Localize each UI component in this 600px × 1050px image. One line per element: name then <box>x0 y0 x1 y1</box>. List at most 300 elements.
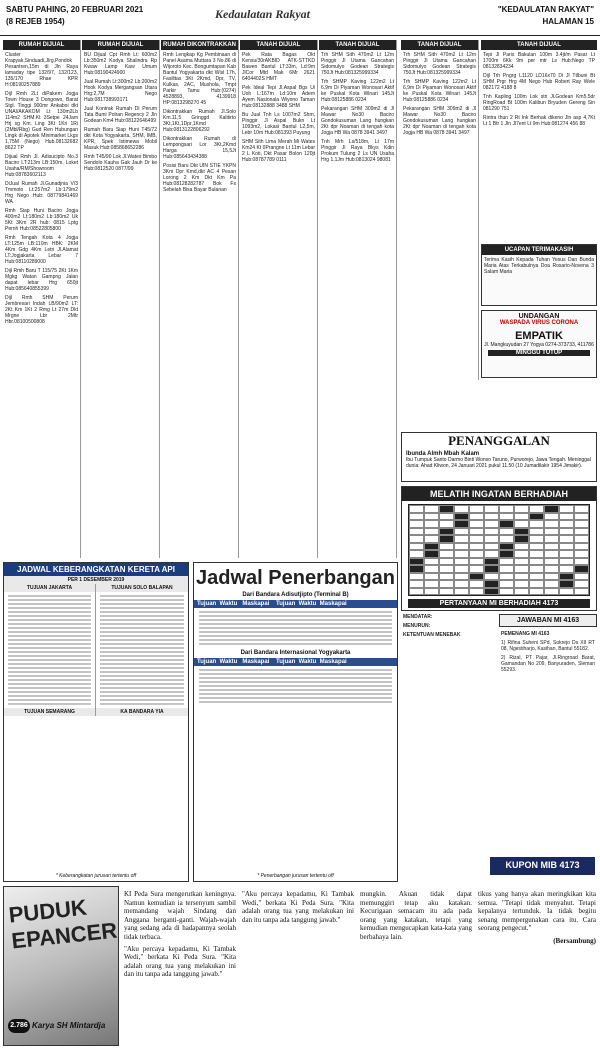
crossword-cell <box>559 528 574 536</box>
crossword-cell <box>424 580 439 588</box>
schedule-row <box>8 627 91 629</box>
schedule-row <box>8 663 91 665</box>
comic-illustration <box>3 886 119 1046</box>
crossword-cell <box>424 528 439 536</box>
schedule-row <box>100 639 184 641</box>
crossword-cell <box>574 513 589 521</box>
crossword-cell <box>484 550 499 558</box>
crossword-cell <box>559 543 574 551</box>
crossword-cell <box>469 520 484 528</box>
crossword-cell <box>409 528 424 536</box>
classified-ad: Jual Rumah Lt:300m2 Lb:200m2 Hook Kodya Mergangsan Utara Hrg:2,7M Nego Hub:081738993171 <box>84 79 157 103</box>
obituary-subtitle: Ibunda Almh Mbah Kalam <box>406 451 480 457</box>
schedule-row <box>8 679 91 681</box>
mendatar-heading: MENDATAR: <box>403 614 433 620</box>
crossword-cell <box>544 528 559 536</box>
crossword-cell <box>514 580 529 588</box>
crossword-cell <box>529 520 544 528</box>
header-page-number: HALAMAN 15 <box>542 17 594 26</box>
classified-ad: BU Dijual Cpt Rmh Lt: 600m2 Lb:350m2 Kodya Shalindra Rp Kwaw Lamp Kaw Umum Hub:08190424900 <box>84 52 157 76</box>
train-col-right <box>96 584 188 716</box>
classified-ad: Pekarangan SHM 309m2 di Jl Mawar No30 Baciro Gondokusuman Lang hungkan 2Kt dpr Noaman di tengah kota Jogja HB Wa 0878 3941 3497 <box>321 106 394 136</box>
schedule-row <box>199 669 392 671</box>
classified-ad: Dikontrakkan Rumah Jl.Solo Km.11,5 Gringgd Kalitirto 3Kt,1Kt,1Dpr,1Kmd Hub:0813122806292 <box>163 109 236 133</box>
crossword-cell <box>484 573 499 581</box>
crossword-cell <box>439 558 454 566</box>
classified-column-6 <box>401 40 479 380</box>
crossword-cell <box>484 558 499 566</box>
classified-ad: Dijl Rmh SHM Perum Jembresari Indah LB/90m2 LT: 2Kt Km 1Kt 2 Rmg Lt 27m Dkt Mrgne Lbr 2Mtr Hbr.08100500808 <box>5 295 78 325</box>
crossword-cell <box>529 558 544 566</box>
obituary-title: PENANGGALAN <box>448 433 550 448</box>
schedule-row <box>100 663 184 665</box>
crossword-cell <box>574 520 589 528</box>
schedule-row <box>199 619 392 621</box>
flight-subtitle-yia: Dari Bandara Internasional Yogyakarta <box>240 650 351 656</box>
undangan-subtitle: WASPADA VIRUS CORONA <box>499 320 579 326</box>
classified-ad: Rmh Lengkap Kg Pembinaan di Panel Asama Muttara 3 No.86 di Wijoroto Kec. Bongumtapan Kab Bantul Yogyakarta dkt Wisl 17h, Fasilitas 3Kt 2Kmd, Dpr, TV, Kulkas, 2AC, Mushola, Tmpt Parkir Tamu Hub:(0274) 4528893, 4139918 HP:0813298270 45 <box>163 52 236 106</box>
crossword-cell <box>544 505 559 513</box>
schedule-row <box>8 667 91 669</box>
classified-ad: Cluster Krapyak,Sinduadi,Jlrg,Pondok Pesantren,15m di Jln Raya lamaday tipe 132/97, 132/123, 135/170 Rhae KPR H:08190257889 <box>5 52 78 88</box>
classified-column-7 <box>481 40 597 240</box>
crossword-cell <box>409 535 424 543</box>
crossword-cell <box>529 573 544 581</box>
crossword-cell <box>529 535 544 543</box>
crossword-cell <box>424 505 439 513</box>
story-paragraph: KI Peda Sura mengerutkan keningnya. Namun kemudian ia tersenyum sambil memandang wajah Sindang dan Anggana berganti-ganti. Wajah-wajah yang sedang ada di hadapannya seolah tidak terbaca. <box>124 890 236 941</box>
crossword-cell <box>499 528 514 536</box>
crossword-cell <box>439 588 454 596</box>
crossword-cell <box>499 535 514 543</box>
crossword-cell <box>469 543 484 551</box>
train-col-left <box>4 584 96 716</box>
crossword-cell <box>439 535 454 543</box>
classified-ad: Dijl Trh Pngrg L1120 LD16x70 Di Jl Ttlbuni Bt SHM Prgr Hrg 4M Nego Hub Robert Ray Wele 082172 4188 8 <box>483 73 595 91</box>
schedule-row <box>8 611 91 613</box>
crossword-cell <box>574 580 589 588</box>
crossword-cell <box>514 543 529 551</box>
crossword-cell <box>514 550 529 558</box>
train-period: PER 1 DESEMBER 2019 <box>4 576 188 584</box>
crossword-cell <box>514 558 529 566</box>
flight-subtitle-adisutjipto: Dari Bandara Adisutjipto (Terminal B) <box>242 592 349 598</box>
classified-ad: Tnh Mrh Ls/518m, Lt 17m Pinggir Jl Raya Bkys Kdin Prokum Tulung 2 Ls UN Usaha Hrg 1,1Jm Hub:0813024 98081 <box>321 139 394 163</box>
crossword-cell <box>454 550 469 558</box>
winner-1: 1) Rifina Suheni SPd, Sokrejo Ds XII RT 08, Ngestiharjo, Kasihan, Bantul 55182. <box>501 640 595 652</box>
crossword-cell <box>574 573 589 581</box>
crossword-cell <box>409 588 424 596</box>
ketentuan-heading: KETENTUAN MENEBAK <box>403 632 461 638</box>
schedule-row <box>100 607 184 609</box>
crossword-cell <box>469 565 484 573</box>
story-continued: (Bersambung) <box>553 936 596 945</box>
crossword-cell <box>484 580 499 588</box>
classified-ad: Tnh Kapling 100m Lok stri Jl.Godean Km5.5dr RingRoad Bt 100m Kalibun Bryuden Gereng Sin 081290 751 <box>483 94 595 112</box>
crossword-cell <box>529 543 544 551</box>
crossword-cell <box>439 580 454 588</box>
ucapan-terima-kasih-box <box>481 244 597 306</box>
story-paragraph: tikus yang hanya akan meringkikan kita semua. "Tetapi tidak menyahut. Tetapi kepalanya tertunduk. Ia tidak begitu senang mempergunakan cara itu. Cara seorang pengecut." <box>478 890 596 933</box>
crossword-cell <box>544 565 559 573</box>
column-heading: TANAH DIJUAL <box>240 40 317 50</box>
schedule-row <box>100 683 184 685</box>
schedule-row <box>8 651 91 653</box>
crossword-cell <box>574 550 589 558</box>
schedule-row <box>8 671 91 673</box>
crossword-cell <box>484 535 499 543</box>
undangan-address: Jl. Mangkuyudan 27 Yogya 0274-373733, 411786 <box>484 342 594 348</box>
crossword-cell <box>424 573 439 581</box>
crossword-cell <box>484 588 499 596</box>
crossword-cell <box>409 580 424 588</box>
schedule-row <box>8 643 91 645</box>
classified-ad: Rmh Siap Huni Baciro Jogja 400m2 Lt:180m2 Lb:180m2 Uk 5Kt 3Km 2R hub: 0815 Lptg Pernh Hub:08522805800 <box>5 208 78 232</box>
train-title: JADWAL KEBERANGKATAN KERETA API <box>4 563 188 576</box>
crossword-cell <box>424 558 439 566</box>
schedule-row <box>8 699 91 701</box>
schedule-row <box>100 667 184 669</box>
crossword-cell <box>454 565 469 573</box>
crossword-cell <box>424 588 439 596</box>
story-column-3 <box>360 890 472 942</box>
crossword-cell <box>454 543 469 551</box>
column-body <box>161 52 238 193</box>
crossword-cell <box>439 528 454 536</box>
ucapan-heading: UCAPAN TERIMAKASIH <box>482 245 596 255</box>
crossword-cell <box>409 505 424 513</box>
classified-column-1 <box>3 40 81 558</box>
crossword-cell <box>469 558 484 566</box>
classified-column-3 <box>161 40 239 558</box>
crossword-cell <box>574 505 589 513</box>
crossword-cell <box>514 565 529 573</box>
crossword-cell <box>409 550 424 558</box>
crossword-cell <box>454 558 469 566</box>
crossword-cell <box>424 513 439 521</box>
classified-ad: DiJual Rumah Jl.Gunadjnia V/3 Tmmoto Lt:257m2 Lb:179m2 Hrg Nego Hub: 08779841469 WA <box>5 181 78 205</box>
crossword-cell <box>544 558 559 566</box>
schedule-row <box>8 619 91 621</box>
crossword-cell <box>574 535 589 543</box>
schedule-row <box>100 599 184 601</box>
schedule-row <box>8 607 91 609</box>
crossword-cell <box>529 513 544 521</box>
classified-ad: Pek Ideal Tepi Jl.Aspal Bgs Ui Uoh L:167m Ld:10m Adem Ayem Nasionala Wiyono Taman Hub:08132888 3488 SHM <box>242 85 315 109</box>
crossword-cell <box>559 588 574 596</box>
crossword-cell <box>469 573 484 581</box>
schedule-row <box>8 703 91 705</box>
menurun-heading: MENURUN: <box>403 623 431 629</box>
crossword-cell <box>514 513 529 521</box>
classified-ad: Dijl Rmh Baru T 115/75 2Kt 1Km Mgkg Watan Gampng Jalan dapat lebar Hrg 650jt Hub:085640855399 <box>5 268 78 292</box>
schedule-row <box>100 699 184 701</box>
crossword-cell <box>499 543 514 551</box>
crossword-cell <box>514 535 529 543</box>
crossword-cell <box>469 550 484 558</box>
schedule-row <box>100 679 184 681</box>
crossword-cell <box>544 535 559 543</box>
crossword-cell <box>439 565 454 573</box>
schedule-row <box>100 659 184 661</box>
crossword-grid <box>408 504 590 596</box>
schedule-row <box>199 643 392 645</box>
crossword-cell <box>409 543 424 551</box>
classified-ad: Trh SHM Sith 470m2 Lt 12m Pinggir Jl Utama Gancahan Sidomulyo Godean Strategis 750Jt Hub:081325999334 <box>403 52 476 76</box>
crossword-cell <box>499 550 514 558</box>
classified-ad: Dijual Rmh Jl. Adisucipto No.3 Baciro LT:213m LB:150m, Loket Usaha/RM/Showroom Hub:08783602113 <box>5 154 78 178</box>
story-paragraph: mungkin. Akuan tidak dapat memunggiri tetap aku katakan. Kecurigaan semacam itu ada pada orang yang katakan, tetapi yang kemudian mengucapkan kata-kata yang berbahaya lain. <box>360 890 472 941</box>
crossword-cell <box>499 580 514 588</box>
schedule-row <box>199 631 392 633</box>
schedule-row <box>199 689 392 691</box>
undangan-tag: MINGGU TUTUP <box>488 350 590 356</box>
answers-title: JAWABAN MI 4163 <box>499 614 597 627</box>
crossword-title: MELATIH INGATAN BERHADIAH <box>402 487 596 501</box>
column-heading: RUMAH DIJUAL <box>3 40 80 50</box>
crossword-cell <box>484 513 499 521</box>
crossword-cell <box>409 565 424 573</box>
crossword-cell <box>439 550 454 558</box>
column-body <box>240 52 317 163</box>
crossword-cell <box>529 550 544 558</box>
train-note: * Keberangkatan jurusan tertentu off <box>55 873 137 879</box>
flight-title: Jadwal Penerbangan <box>196 567 395 589</box>
crossword-cell <box>454 505 469 513</box>
column-heading: RUMAH DIKONTRAKKAN <box>163 42 236 48</box>
schedule-row <box>8 675 91 677</box>
schedule-row <box>199 615 392 617</box>
crossword-cell <box>544 513 559 521</box>
crossword-cell <box>469 535 484 543</box>
crossword-cell <box>544 573 559 581</box>
crossword-cell <box>559 573 574 581</box>
column-heading: TANAH DIJUAL <box>319 40 396 50</box>
schedule-row <box>8 631 91 633</box>
train-semarang-heading: TUJUAN SEMARANG <box>4 708 95 716</box>
column-body <box>319 52 396 163</box>
schedule-row <box>199 623 392 625</box>
crossword-cell <box>484 528 499 536</box>
ucapan-text: Terima Kasih Kepada Tuhan Yesus Dan Bunda Maria Atas Terkabulnya Doa Rosario-Novena 3 Salam Maria <box>484 257 594 275</box>
column-body <box>82 52 159 172</box>
crossword-cell <box>469 580 484 588</box>
crossword-cell <box>454 528 469 536</box>
train-schedule <box>3 562 189 882</box>
comic-title: PUDUK EPANCER <box>7 894 119 954</box>
schedule-row <box>199 693 392 695</box>
crossword-cell <box>454 588 469 596</box>
crossword-cell <box>544 580 559 588</box>
crossword-cell <box>439 520 454 528</box>
schedule-row <box>199 635 392 637</box>
crossword-cell <box>409 558 424 566</box>
crossword-cell <box>439 513 454 521</box>
crossword-cell <box>514 528 529 536</box>
crossword-cell <box>454 520 469 528</box>
crossword-cell <box>514 588 529 596</box>
header-date: SABTU PAHING, 20 FEBRUARI 2021 <box>6 5 144 14</box>
header-edition: "KEDAULATAN RAKYAT" <box>497 5 594 14</box>
crossword-cell <box>529 565 544 573</box>
train-jakarta-heading: TUJUAN JAKARTA <box>4 584 95 592</box>
schedule-row <box>199 697 392 699</box>
schedule-row <box>100 595 184 597</box>
schedule-row <box>8 691 91 693</box>
crossword-cell <box>439 573 454 581</box>
crossword-cell <box>439 543 454 551</box>
schedule-row <box>8 635 91 637</box>
schedule-row <box>8 615 91 617</box>
schedule-row <box>100 703 184 705</box>
schedule-row <box>100 623 184 625</box>
crossword-cell <box>424 565 439 573</box>
crossword-cell <box>424 543 439 551</box>
classified-column-5 <box>319 40 397 558</box>
column-heading: TANAH DIJUAL <box>401 40 478 50</box>
crossword-cell <box>424 550 439 558</box>
classified-ad: Tepi Jl Paris Bakulan 100m 3.4jt/m Pasar Lt 1700m 6Kk 9m per mtr Ls Hub:Nego TP 08132834234 <box>483 52 595 70</box>
schedule-row <box>8 595 91 597</box>
schedule-row <box>100 631 184 633</box>
story-column-2 <box>242 890 354 924</box>
classified-column-4 <box>240 40 318 558</box>
schedule-row <box>8 687 91 689</box>
schedule-row <box>8 599 91 601</box>
schedule-row <box>199 701 392 703</box>
crossword-cell <box>454 535 469 543</box>
crossword-cell <box>409 573 424 581</box>
schedule-row <box>8 659 91 661</box>
crossword-cell <box>529 505 544 513</box>
story-paragraph: "Aku percaya kepadamu, Ki Tambak Wedi," berkata Ki Peda Sura. "Kita adalah orang tua yang melakukan ini dan itu tanpa ada tanggung jawab." <box>124 944 236 979</box>
schedule-row <box>100 651 184 653</box>
schedule-row <box>8 603 91 605</box>
classified-ad: Pek Rata Bagas Okt Kensu/30rAKBID ATK-STTKD Bawen Bantul LT:33m, Ld:9m JlCor Mtd Mak 6Mr 2621 6404402S HMT <box>242 52 315 82</box>
crossword-cell <box>544 520 559 528</box>
classified-ad: Trh SHMP Kaving 122m2 Lt 6,9m Di Piyaman Wonosari Aktif ke Puskal Kota Winari 145Jt Hub:08125886 0234 <box>321 79 394 103</box>
winner-2: 2) Rizal, PT Pajar, Jl.Ringroad Barat, Gamandan No 209, Banyuraden, Sleman 55293. <box>501 655 595 673</box>
schedule-row <box>8 655 91 657</box>
schedule-row <box>199 677 392 679</box>
schedule-row <box>100 635 184 637</box>
crossword-cell <box>544 543 559 551</box>
crossword-cell <box>454 580 469 588</box>
crossword-cell <box>514 520 529 528</box>
classified-ad: Rintra thun 2 Rt Ink Berhak dikeno Jln asp 4,7Kt Lt 1 Btr 1 Jln Jl7ent Lt 9m Hub:081274 456 88 <box>483 115 595 127</box>
flight-schedule <box>193 562 398 882</box>
page-header <box>0 0 600 36</box>
schedule-row <box>100 691 184 693</box>
crossword-cell <box>469 588 484 596</box>
column-heading: TANAH DIJUAL <box>481 40 597 50</box>
crossword-cell <box>484 520 499 528</box>
schedule-row <box>8 639 91 641</box>
obituary-body: Ibu Tumpuk Santo Darmo Binti Wonso Taruno, Purworejo, Jawa Tengah. Meninggal dunia: Ahad Kliwon, 24 Januari 2021 pukul 11.50 (10 Jumadilakir 1954 Jimakir). <box>406 457 591 469</box>
schedule-row <box>8 623 91 625</box>
classified-ad: Posisi Baru Dkt UIN STIE YKPN 3Km Dpr Kmd,dkt AC 4 Pesan Lorong 2 Km Dkt Km Pa Hub:08128282787 Bok Fs Sebelah Bisa Bayar Bulanan <box>163 163 236 193</box>
crossword-cell <box>529 528 544 536</box>
train-rows <box>96 592 188 708</box>
crossword-cell <box>499 565 514 573</box>
coupon-label: KUPON MIB 4173 <box>490 857 595 875</box>
column-body <box>401 52 478 136</box>
story-paragraph: "Aku percaya kepadamu, Ki Tambak Wedi," berkata Ki Peda Sura. "Kita adalah orang tua yang melakukan ini dan itu tanpa ada tanggung jawab." <box>242 890 354 924</box>
crossword-cell <box>499 513 514 521</box>
undangan-ad <box>481 310 597 378</box>
classified-ad: SHM Sith Lima Merah Mi Wates Km24 Kt 0Prangne Lt 11m Lebar 2 L Koti, Dkt Pasar Bolon 120jt Hub:08787789 0111 <box>242 139 315 163</box>
crossword-cell <box>559 550 574 558</box>
schedule-row <box>100 695 184 697</box>
train-solo-heading: TUJUAN SOLO BALAPAN <box>96 584 188 592</box>
flight-note: * Penerbangan jurusan tertentu off <box>257 873 334 879</box>
schedule-row <box>100 627 184 629</box>
classified-ad: Trh SHMP Kaving 122m2 Lt 6,9m Di Piyaman Wonosari Aktif ke Puskal Kota Winari 145Jt Hub:08125886 0234 <box>403 79 476 103</box>
crossword-cell <box>514 573 529 581</box>
classified-ad: Rmh Tengah Kota 4 Jogja LT:125m LB:110m HBK: 2KM 4Km Gdg 4Km Letri Jl.Alamat LT:Jogjakarta Lebar 7 Hub:08110289000 <box>5 235 78 265</box>
crossword-cell <box>559 558 574 566</box>
crossword-cell <box>484 505 499 513</box>
episode-number: 2.786 <box>8 1019 30 1033</box>
crossword-cell <box>574 565 589 573</box>
crossword-cell <box>454 573 469 581</box>
classified-ad: Bu Jual Tnh Ls 1007m2 Shm, Pinggir Jl Aspal Bukn Lt 1093m2, Lokasi Bantul L2,5m, Lebr 10m Hub:081393 Puyung <box>242 112 315 136</box>
crossword-cell <box>454 513 469 521</box>
crossword-cell <box>499 558 514 566</box>
crossword-cell <box>499 588 514 596</box>
comic-author: Karya SH Mintardja <box>32 1021 106 1030</box>
crossword-cell <box>559 505 574 513</box>
crossword-puzzle <box>401 486 597 611</box>
crossword-answers <box>401 614 597 874</box>
crossword-cell <box>514 505 529 513</box>
column-heading: RUMAH DIJUAL <box>82 40 159 50</box>
schedule-row <box>100 611 184 613</box>
crossword-cell <box>574 558 589 566</box>
schedule-row <box>100 675 184 677</box>
schedule-row <box>8 695 91 697</box>
flight-rows <box>194 608 397 648</box>
classified-ad: Dijl Rmh 2Lt diPakem Jogja Town House 3 Dongowo, Barat Stgl. Tinggi 900mr Ankaboi dkt UNAI/AKAKOM Lt 130m2Lb 114m2 SHM.Kt 3Setpe 24Jam Hrj sg Km. Ling 3Kt 1Kri 1Ri (2Mbl/Rbg) Gud Ren Hubungan Lingk di Apotek Minimarket Lkgs 1,75M (Nego) Hub.08132682 8622 TP <box>5 91 78 151</box>
crossword-cell <box>544 550 559 558</box>
header-hijri-date: (8 REJEB 1954) <box>6 17 65 26</box>
undangan-title: UNDANGAN <box>518 313 560 320</box>
flight-rows <box>194 666 397 706</box>
classified-ad: Dikontrakkan Rumah di Lempongsari Lor 3Kt,2Kmd Harga 15,5Jt Hub:085643434388 <box>163 136 236 160</box>
schedule-row <box>100 647 184 649</box>
crossword-cell <box>409 520 424 528</box>
crossword-cell <box>469 505 484 513</box>
crossword-cell <box>484 565 499 573</box>
column-body <box>481 52 597 127</box>
schedule-row <box>8 647 91 649</box>
schedule-row <box>100 615 184 617</box>
schedule-row <box>100 655 184 657</box>
schedule-row <box>8 683 91 685</box>
crossword-cell <box>499 505 514 513</box>
schedule-row <box>100 687 184 689</box>
crossword-cell <box>559 535 574 543</box>
crossword-cell <box>469 528 484 536</box>
schedule-row <box>100 619 184 621</box>
crossword-cell <box>484 543 499 551</box>
schedule-row <box>199 627 392 629</box>
schedule-row <box>199 639 392 641</box>
classified-column-2 <box>82 40 160 558</box>
crossword-cell <box>559 520 574 528</box>
crossword-cell <box>424 520 439 528</box>
crossword-cell <box>529 588 544 596</box>
